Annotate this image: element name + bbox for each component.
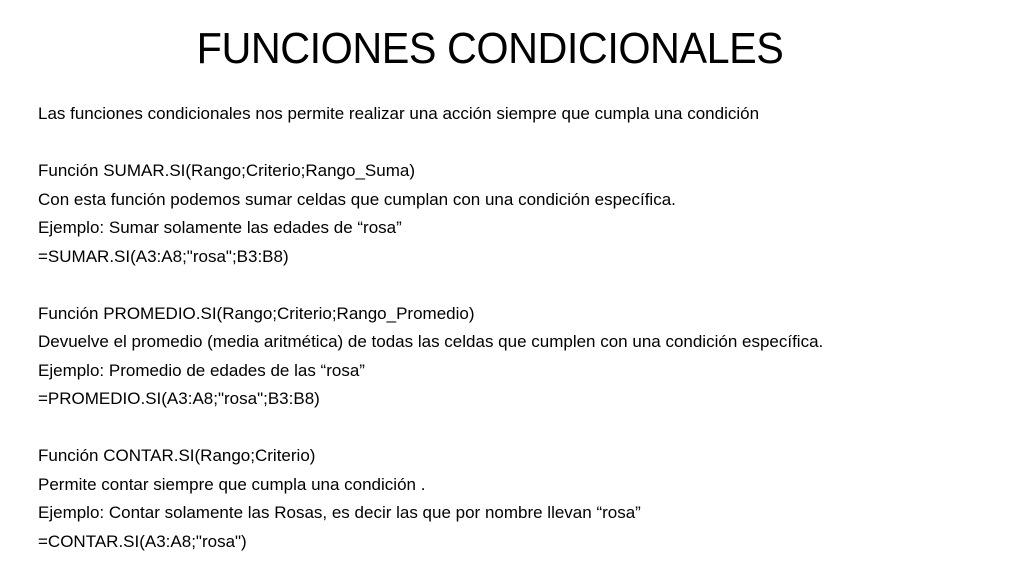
section-heading: Función SUMAR.SI(Rango;Criterio;Rango_Suma) <box>38 161 415 180</box>
spacer <box>38 414 998 443</box>
section-description: Con esta función podemos sumar celdas que cumplan con una condición específica. <box>38 189 676 209</box>
intro-text: Las funciones condicionales nos permite realizar una acción siempre que cumpla una condición <box>38 104 760 123</box>
section-sumar-si <box>38 157 998 271</box>
section-contar-si <box>38 442 998 556</box>
spacer <box>38 271 998 300</box>
section-example: Ejemplo: Promedio de edades de las “rosa” <box>38 360 365 380</box>
section-example: Ejemplo: Sumar solamente las edades de “rosa” <box>38 218 402 237</box>
slide-title: FUNCIONES CONDICIONALES <box>196 24 784 73</box>
section-promedio-si <box>38 300 998 414</box>
spacer <box>38 129 998 158</box>
section-heading: Función PROMEDIO.SI(Rango;Criterio;Rango_Promedio) <box>38 303 475 323</box>
section-heading: Función CONTAR.SI(Rango;Criterio) <box>38 446 316 465</box>
section-formula: =SUMAR.SI(A3:A8;"rosa";B3:B8) <box>38 246 289 266</box>
section-description: Permite contar siempre que cumpla una condición . <box>38 474 426 494</box>
section-description: Devuelve el promedio (media aritmética) de todas las celdas que cumplen con una condición específica. <box>38 332 824 351</box>
section-example: Ejemplo: Contar solamente las Rosas, es decir las que por nombre llevan “rosa” <box>38 503 641 522</box>
section-formula: =PROMEDIO.SI(A3:A8;"rosa";B3:B8) <box>38 389 320 408</box>
section-formula: =CONTAR.SI(A3:A8;"rosa") <box>38 531 247 551</box>
slide-body <box>38 100 998 556</box>
